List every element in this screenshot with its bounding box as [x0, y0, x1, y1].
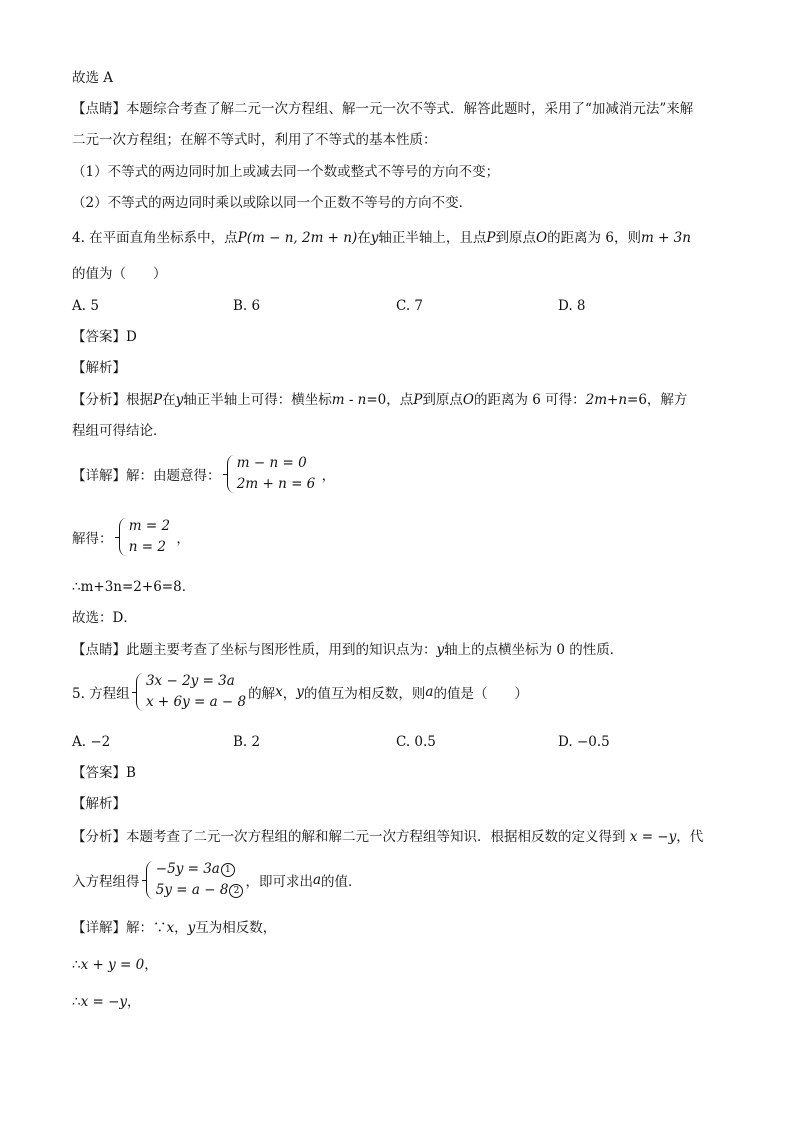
text: 在 [162, 392, 176, 408]
stem-text: 在 [357, 230, 371, 246]
therefore-symbol: ∴ [72, 994, 81, 1010]
math-var: y [436, 642, 445, 658]
equation: 2m + n = 6 [236, 476, 316, 492]
math-expr: 2m+n [585, 392, 628, 408]
option-d: D. 8 [558, 298, 586, 314]
text: 解得： [72, 531, 113, 547]
detail-system [72, 453, 335, 495]
solution-system [72, 516, 190, 558]
text: ， [282, 686, 297, 702]
text: 的值互为相反数，则 [303, 686, 426, 702]
equation: x + 6y = a − 8 [145, 694, 247, 710]
therefore-line: ∴m+3n=2+6=8． [72, 579, 196, 595]
equation-text: 5y = a − 8 [155, 882, 229, 898]
fenxi-line: 程组可得结论． [72, 423, 167, 439]
option-b: B. 2 [233, 734, 261, 750]
math-var: y [187, 920, 196, 936]
text: 的解 [248, 686, 276, 702]
text-line: 故选 A [72, 70, 114, 86]
step-line [72, 992, 141, 1012]
text: 的距离为 6 可得： [473, 392, 586, 408]
text-line: （2）不等式的两边同时乘以或除以同一个正数不等号的方向不变． [72, 195, 473, 211]
dianjing-line [72, 640, 623, 660]
text: 互为相反数， [195, 920, 277, 936]
option-a: A. 5 [72, 298, 99, 314]
text: 【分析】本题考查了二元一次方程组的解和解二元一次方程组等知识．根据相反数的定义得到 [72, 829, 626, 845]
fenxi-line [72, 827, 703, 847]
equation-system [136, 671, 246, 713]
equation [156, 859, 244, 880]
question-4-stem-end: 的值为（ ） [72, 266, 167, 282]
math-point: P(m − n, 2m + n) [237, 230, 358, 246]
equation-system [119, 516, 170, 558]
option-d: D. −0.5 [558, 734, 610, 750]
math-var: y [175, 392, 184, 408]
math-expr: m + 3n [640, 230, 691, 246]
option-a: A. −2 [72, 734, 111, 750]
math-var: y [296, 684, 304, 700]
math-var: P [486, 230, 496, 246]
text: 【点睛】此题主要考查了坐标与图形性质，用到的知识点为： [72, 642, 437, 658]
stem-text: 的距离为 6，则 [547, 230, 641, 246]
text: =6，解方 [627, 392, 688, 408]
equation-text: −5y = 3a [155, 861, 220, 877]
text-line: （1）不等式的两边同时加上或减去同一个数或整式不等号的方向不变； [72, 164, 500, 180]
analysis-label: 【解析】 [72, 796, 126, 812]
text: ，即可求出 [245, 874, 313, 890]
equation-system [146, 859, 244, 901]
fenxi-line [72, 390, 687, 410]
text: 到原点 [422, 392, 463, 408]
text: 的值是（ ） [433, 686, 528, 702]
math-var: P [153, 392, 163, 408]
stem-text: 轴正半轴上，且点 [378, 230, 487, 246]
text: ， [321, 468, 336, 484]
question-5-stem [72, 671, 528, 713]
therefore-symbol: ∴ [72, 957, 81, 973]
equation: n = 2 [128, 539, 166, 555]
equation: 3x − 2y = 3a [145, 673, 235, 689]
math-expr: x = −y [80, 994, 128, 1010]
text: 【分析】根据 [72, 392, 153, 408]
math-var: y [370, 230, 379, 246]
math-var: a [425, 684, 434, 700]
math-var: P [413, 392, 423, 408]
text: 轴正半轴上可得：横坐标 [183, 392, 332, 408]
fenxi-system-line [72, 859, 362, 901]
math-var: a [312, 872, 322, 888]
option-b: B. 6 [233, 298, 261, 314]
text: ， [174, 920, 188, 936]
text-line: 二元一次方程组；在解不等式时，利用了不等式的基本性质： [72, 132, 437, 148]
choose-line: 故选：D． [72, 610, 137, 626]
answer-label: 【答案】B [72, 765, 136, 781]
text: 5. 方程组 [72, 686, 130, 702]
math-var: x [275, 684, 283, 700]
text: ， [127, 994, 141, 1010]
text: 【详解】解：∵ [72, 920, 167, 936]
text: 入方程组得 [72, 874, 140, 890]
circled-number: 1 [221, 863, 235, 877]
math-expr: x = −y [629, 829, 677, 845]
math-var: O [462, 392, 474, 408]
answer-label: 【答案】D [72, 329, 137, 345]
dianjing-line: 【点睛】本题综合考查了解二元一次方程组、解一元一次不等式．解答此题时，采用了“加减消元法”来解 [72, 101, 694, 117]
math-var: O [535, 230, 548, 246]
equation [156, 880, 244, 901]
text: 【详解】解：由题意得： [72, 468, 221, 484]
option-c: C. 7 [396, 298, 424, 314]
detail-line [72, 918, 276, 938]
equation: m = 2 [128, 518, 171, 534]
stem-text: 4. 在平面直角坐标系中，点 [72, 230, 238, 246]
math-var: x [166, 920, 175, 936]
circled-number: 2 [229, 884, 243, 898]
math-expr: x + y = 0 [80, 957, 145, 973]
analysis-label: 【解析】 [72, 360, 126, 376]
text: ， [176, 531, 190, 547]
text: ，代 [676, 829, 704, 845]
step-line [72, 955, 158, 975]
text: ， [144, 957, 158, 973]
text: 轴上的点横坐标为 0 的性质． [444, 642, 624, 658]
option-c: C. 0.5 [396, 734, 436, 750]
equation-system [227, 453, 315, 495]
text: =0，点 [366, 392, 414, 408]
stem-text: 到原点 [495, 230, 536, 246]
math-expr: m - n [331, 392, 367, 408]
text: 的值． [321, 874, 362, 890]
equation: m − n = 0 [236, 455, 307, 471]
question-4-stem [72, 228, 691, 248]
